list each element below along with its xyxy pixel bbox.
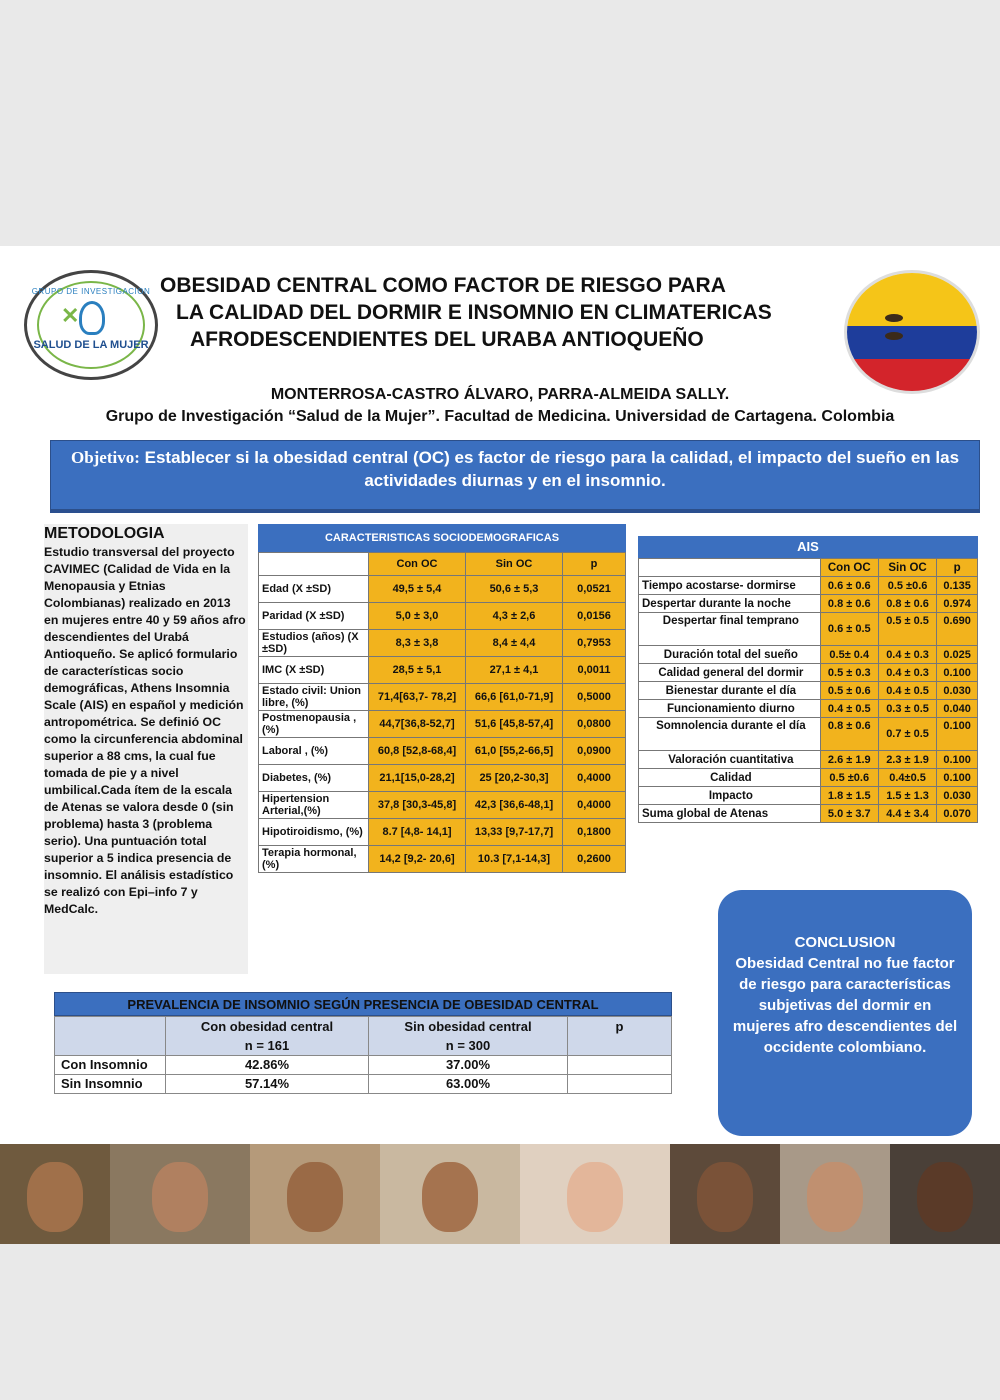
cell-p: 0,0521 (563, 576, 626, 603)
column-header-sin (369, 1017, 568, 1056)
photo-6 (670, 1144, 780, 1244)
conclusion-box (718, 890, 972, 1136)
cell-sin-oc: 10.3 [7,1-14,3] (466, 846, 563, 873)
logo-figure-icon (79, 301, 105, 335)
row-label: Laboral , (%) (259, 738, 369, 765)
cell-sin-oc: 0.4 ± 0.5 (878, 682, 936, 700)
objetivo-label: Objetivo: (70, 448, 140, 467)
cell-con-oc: 21,1[15,0-28,2] (369, 765, 466, 792)
table-row (259, 846, 626, 873)
cell-con-oc: 0.5 ±0.6 (820, 769, 878, 787)
cell-con-oc: 14,2 [9,2- 20,6] (369, 846, 466, 873)
prevalencia-header-row (55, 1017, 672, 1056)
logo-bottom-text: SALUD DE LA MUJER (33, 339, 149, 351)
cell-sin-oc: 66,6 [61,0-71,9] (466, 684, 563, 711)
poster (0, 246, 1000, 1244)
table-row (259, 792, 626, 819)
metodologia-heading: METODOLOGIA (44, 525, 165, 542)
photo-2 (110, 1144, 250, 1244)
row-label: IMC (X ±SD) (259, 657, 369, 684)
row-label: Despertar durante la noche (639, 595, 821, 613)
ais-table (638, 536, 978, 823)
cell-con-oc: 8.7 [4,8- 14,1] (369, 819, 466, 846)
ais-grid (638, 558, 978, 823)
cell-con-oc: 5.0 ± 3.7 (820, 805, 878, 823)
conclusion-text: Obesidad Central no fue factor de riesgo para características subjetivas del dormir en mujeres afro descendientes del occidente colombiano. (732, 955, 958, 1056)
row-label: Despertar final temprano (639, 613, 821, 646)
cell-p (568, 1056, 672, 1075)
objetivo-banner (50, 440, 980, 510)
column-header: p (937, 559, 978, 577)
column-header-con (166, 1017, 369, 1056)
cell-sin-oc: 0.8 ± 0.6 (878, 595, 936, 613)
cell-p (568, 1075, 672, 1094)
table-row (259, 765, 626, 792)
cell-sin-oc: 0.4 ± 0.3 (878, 646, 936, 664)
sociodemo-table (258, 524, 626, 873)
row-label: Calidad (639, 769, 821, 787)
ais-header-row (639, 559, 978, 577)
row-label: Valoración cuantitativa (639, 751, 821, 769)
cell-sin-oc: 13,33 [9,7-17,7] (466, 819, 563, 846)
cell-con-oc: 0.6 ± 0.5 (820, 613, 878, 646)
cell-p: 0,2600 (563, 846, 626, 873)
table-row (259, 657, 626, 684)
header-blank (259, 553, 369, 576)
table-row (259, 711, 626, 738)
row-label: Edad (X ±SD) (259, 576, 369, 603)
cell-p: 0.135 (937, 577, 978, 595)
table-row (639, 805, 978, 823)
column-header: Sin OC (878, 559, 936, 577)
table-row (55, 1056, 672, 1075)
cell-sin-oc: 0.4 ± 0.3 (878, 664, 936, 682)
cell-con-oc: 44,7[36,8-52,7] (369, 711, 466, 738)
row-label: Postmenopausia ,(%) (259, 711, 369, 738)
cell-sin-oc: 0.7 ± 0.5 (878, 718, 936, 751)
cell-sin-oc: 0.5 ±0.6 (878, 577, 936, 595)
row-label: Suma global de Atenas (639, 805, 821, 823)
poster-title (150, 272, 850, 353)
conclusion-heading: CONCLUSION (794, 934, 896, 951)
row-label: Hipertension Arterial,(%) (259, 792, 369, 819)
sociodemo-title: CARACTERISTICAS SOCIODEMOGRAFICAS (258, 524, 626, 552)
table-row (639, 664, 978, 682)
cell-p: 0,7953 (563, 630, 626, 657)
cell-sin-oc: 25 [20,2-30,3] (466, 765, 563, 792)
table-row (639, 613, 978, 646)
cell-p: 0,1800 (563, 819, 626, 846)
cell-p: 0.030 (937, 682, 978, 700)
row-label: Funcionamiento diurno (639, 700, 821, 718)
row-label: Paridad (X ±SD) (259, 603, 369, 630)
cell-p: 0.100 (937, 718, 978, 751)
photo-8 (890, 1144, 1000, 1244)
row-label: Estudios (años) (X ±SD) (259, 630, 369, 657)
cell-sin-oc: 51,6 [45,8-57,4] (466, 711, 563, 738)
row-label: Bienestar durante el día (639, 682, 821, 700)
cell-con-oc: 0.5 ± 0.6 (820, 682, 878, 700)
cell-sin-oc: 2.3 ± 1.9 (878, 751, 936, 769)
table-row (639, 769, 978, 787)
cell-sin-oc: 61,0 [55,2-66,5] (466, 738, 563, 765)
cell-sin-oc: 1.5 ± 1.3 (878, 787, 936, 805)
title-line-3: AFRODESCENDIENTES DEL URABA ANTIOQUEÑO (190, 328, 704, 351)
cell-sin-oc: 50,6 ± 5,3 (466, 576, 563, 603)
cell-con-oc: 28,5 ± 5,1 (369, 657, 466, 684)
row-label: Calidad general del dormir (639, 664, 821, 682)
cell-con-oc: 49,5 ± 5,4 (369, 576, 466, 603)
cell-con-oc: 71,4[63,7- 78,2] (369, 684, 466, 711)
table-row (639, 577, 978, 595)
sociodemo-grid (258, 552, 626, 873)
table-row (259, 603, 626, 630)
prevalencia-table (54, 992, 672, 1094)
cell-sin-oc: 0.3 ± 0.5 (878, 700, 936, 718)
row-label: Estado civil: Union libre, (%) (259, 684, 369, 711)
cell-p: 0.025 (937, 646, 978, 664)
cell-con-oc: 0.5 ± 0.3 (820, 664, 878, 682)
header-blank (639, 559, 821, 577)
row-label: Duración total del sueño (639, 646, 821, 664)
cell-con-oc: 8,3 ± 3,8 (369, 630, 466, 657)
table-row (639, 718, 978, 751)
photo-1 (0, 1144, 110, 1244)
cell-p: 0.100 (937, 769, 978, 787)
logo-x-mark: ✕ (61, 303, 80, 328)
authors: MONTERROSA-CASTRO ÁLVARO, PARRA-ALMEIDA SALLY. (270, 386, 730, 403)
table-row (259, 630, 626, 657)
cell-con-oc: 5,0 ± 3,0 (369, 603, 466, 630)
table-row (259, 738, 626, 765)
table-row (639, 682, 978, 700)
cell-con-oc: 2.6 ± 1.9 (820, 751, 878, 769)
table-row (639, 751, 978, 769)
photo-3 (250, 1144, 380, 1244)
objetivo-text: Establecer si la obesidad central (OC) es factor de riesgo para la calidad, el impacto del sueño en las actividades diurnas y en el insomnio. (139, 448, 960, 490)
cell-con-oc: 0.6 ± 0.6 (820, 577, 878, 595)
group-logo (24, 270, 158, 380)
cell-p: 0.974 (937, 595, 978, 613)
column-header: Con OC (369, 553, 466, 576)
row-label: Hipotiroidismo, (%) (259, 819, 369, 846)
cell-sin-oc: 4,3 ± 2,6 (466, 603, 563, 630)
cell-p: 0,0011 (563, 657, 626, 684)
row-label: Con Insomnio (55, 1056, 166, 1075)
col-sin-label: Sin obesidad central (404, 1019, 532, 1034)
cell-sin: 63.00% (369, 1075, 568, 1094)
photo-4 (380, 1144, 520, 1244)
table-row (639, 700, 978, 718)
header-blank (55, 1017, 166, 1056)
table-row (639, 646, 978, 664)
table-row (55, 1075, 672, 1094)
cell-sin-oc: 27,1 ± 4,1 (466, 657, 563, 684)
face-eyes (885, 309, 945, 319)
table-row (639, 787, 978, 805)
cell-sin: 37.00% (369, 1056, 568, 1075)
cell-p: 0.070 (937, 805, 978, 823)
photo-5 (520, 1144, 670, 1244)
row-label: Terapia hormonal,(%) (259, 846, 369, 873)
cell-sin-oc: 0.4±0.5 (878, 769, 936, 787)
table-row (259, 819, 626, 846)
logo-top-text: GRUPO DE INVESTIGACION (31, 287, 151, 296)
prevalencia-grid (54, 1016, 672, 1094)
col-con-n: n = 161 (244, 1038, 290, 1053)
col-sin-n: n = 300 (445, 1038, 491, 1053)
cell-con-oc: 0.4 ± 0.5 (820, 700, 878, 718)
cell-sin-oc: 4.4 ± 3.4 (878, 805, 936, 823)
cell-p: 0.030 (937, 787, 978, 805)
cell-con: 57.14% (166, 1075, 369, 1094)
cell-p: 0,5000 (563, 684, 626, 711)
cell-p: 0.100 (937, 751, 978, 769)
table-row (259, 684, 626, 711)
table-row (639, 595, 978, 613)
title-line-1: OBESIDAD CENTRAL COMO FACTOR DE RIESGO PARA (160, 274, 726, 297)
column-header: p (563, 553, 626, 576)
metodologia-section (44, 524, 248, 974)
cell-p: 0,0800 (563, 711, 626, 738)
prevalencia-title: PREVALENCIA DE INSOMNIO SEGÚN PRESENCIA DE OBESIDAD CENTRAL (54, 992, 672, 1016)
row-label: Tiempo acostarse- dormirse (639, 577, 821, 595)
cell-con-oc: 0.8 ± 0.6 (820, 718, 878, 751)
column-header: Sin OC (466, 553, 563, 576)
row-label: Sin Insomnio (55, 1075, 166, 1094)
photo-7 (780, 1144, 890, 1244)
cell-p: 0.690 (937, 613, 978, 646)
row-label: Diabetes, (%) (259, 765, 369, 792)
column-header: Con OC (820, 559, 878, 577)
cell-p: 0.100 (937, 664, 978, 682)
cell-con-oc: 1.8 ± 1.5 (820, 787, 878, 805)
cell-sin-oc: 42,3 [36,6-48,1] (466, 792, 563, 819)
cell-p: 0,4000 (563, 792, 626, 819)
cell-con-oc: 0.5± 0.4 (820, 646, 878, 664)
cell-con-oc: 60,8 [52,8-68,4] (369, 738, 466, 765)
col-con-label: Con obesidad central (200, 1019, 334, 1034)
cell-sin-oc: 8,4 ± 4,4 (466, 630, 563, 657)
cell-p: 0,0900 (563, 738, 626, 765)
title-line-2: LA CALIDAD DEL DORMIR E INSOMNIO EN CLIMATERICAS (176, 301, 772, 324)
cell-p: 0,0156 (563, 603, 626, 630)
sociodemo-header-row (259, 553, 626, 576)
cell-con: 42.86% (166, 1056, 369, 1075)
column-header-p: p (568, 1017, 672, 1056)
affiliation: Grupo de Investigación “Salud de la Mujer”. Facultad de Medicina. Universidad de Cartagena. Colombia (105, 408, 895, 425)
cell-p: 0.040 (937, 700, 978, 718)
women-photo-strip (0, 1144, 1000, 1244)
authors-block (0, 384, 1000, 428)
row-label: Somnolencia durante el día (639, 718, 821, 751)
cell-sin-oc: 0.5 ± 0.5 (878, 613, 936, 646)
cell-p: 0,4000 (563, 765, 626, 792)
table-row (259, 576, 626, 603)
cell-con-oc: 37,8 [30,3-45,8] (369, 792, 466, 819)
ais-title: AIS (638, 536, 978, 558)
row-label: Impacto (639, 787, 821, 805)
cell-con-oc: 0.8 ± 0.6 (820, 595, 878, 613)
flag-face-image (844, 270, 980, 394)
metodologia-text: Estudio transversal del proyecto CAVIMEC (Calidad de Vida en la Menopausia y Etnias Colombianas) realizado en 2013 en mujeres entre 40 y 59 años afro descendientes del Urabá Antioqueño. Se aplicó formulario de características socio demográficas, Athens Insomnia Scale (AIS) en español y medición antropométrica. Se definió OC como la circunferencia abdominal superior a 88 cms, la cual fue tomada de pie y a nivel umbilical.Cada ítem de la escala de Atenas se valora desde 0 (sin problema) hasta 3 (problema serio). Una puntuación total superior a 5 indica presencia de insomnio. El análisis estadístico se realizó con Epi–info 7 y MedCalc. (44, 545, 246, 916)
